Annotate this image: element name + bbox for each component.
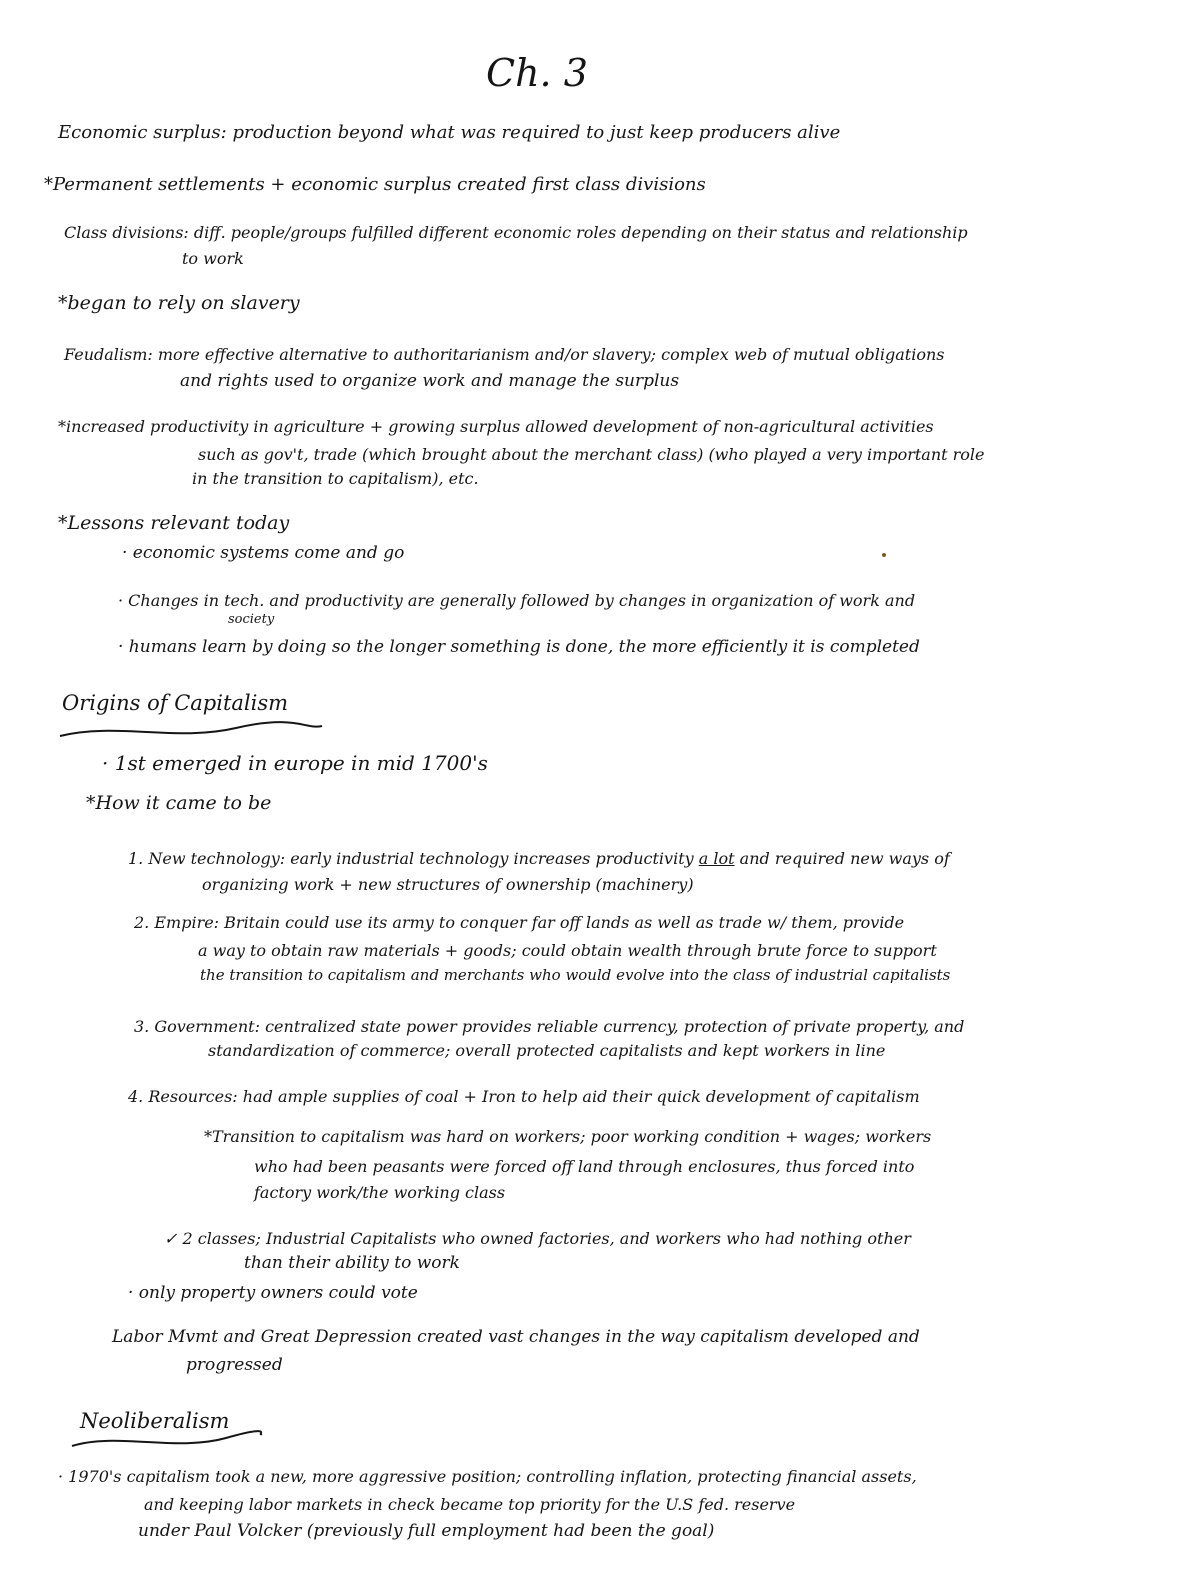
note-line: to work [182,249,244,268]
note-line: · only property owners could vote [128,1283,418,1303]
section-heading-origins: Origins of Capitalism [62,691,289,715]
note-line: Economic surplus: production beyond what was required to just keep producers alive [58,122,841,143]
note-line: · humans learn by doing so the longer something is done, the more efficiently it is completed [118,637,920,657]
note-line: *Lessons relevant today [58,512,290,534]
note-line: *began to rely on slavery [58,292,300,314]
note-line: in the transition to capitalism), etc. [192,469,479,488]
note-text: and required new ways of [739,849,950,868]
note-line: progressed [186,1355,283,1375]
note-line: 4. Resources: had ample supplies of coal + Iron to help aid their quick development of capitalism [128,1087,920,1106]
note-line: who had been peasants were forced off land through enclosures, thus forced into [254,1157,915,1176]
note-line: Feudalism: more effective alternative to authoritarianism and/or slavery; complex web of mutual obligations [64,345,945,364]
note-line: a way to obtain raw materials + goods; could obtain wealth through brute force to support [198,941,937,960]
note-line: Class divisions: diff. people/groups fulfilled different economic roles depending on their status and relationship [64,223,968,242]
note-line: Labor Mvmt and Great Depression created vast changes in the way capitalism developed and [112,1327,920,1347]
note-line: · 1st emerged in europe in mid 1700's [102,751,488,775]
note-emphasis: a lot [698,849,735,868]
note-line: ✓ 2 classes; Industrial Capitalists who owned factories, and workers who had nothing other [164,1229,911,1248]
note-line: under Paul Volcker (previously full employment had been the goal) [138,1521,715,1541]
note-line: · Changes in tech. and productivity are generally followed by changes in organization of work and [118,591,916,610]
note-line: *Transition to capitalism was hard on workers; poor working condition + wages; workers [204,1127,932,1146]
note-line: · economic systems come and go [122,543,405,563]
note-line: and rights used to organize work and manage the surplus [180,371,680,391]
note-line: factory work/the working class [254,1183,506,1202]
page-title: Ch. 3 [486,51,588,95]
note-line: *How it came to be [86,792,272,814]
section-heading-neoliberalism: Neoliberalism [80,1409,230,1433]
note-line: *increased productivity in agriculture + growing surplus allowed development of non-agricultural activities [58,417,934,436]
note-line: such as gov't, trade (which brought about the merchant class) (who played a very important role [198,445,985,464]
note-line [128,848,950,870]
note-line: the transition to capitalism and merchants who would evolve into the class of industrial capitalists [200,966,951,984]
note-text: 1. New technology: early industrial technology increases productivity [128,849,694,868]
ink-dot [882,553,886,557]
note-line: 2. Empire: Britain could use its army to conquer far off lands as well as trade w/ them, provide [134,913,905,932]
note-line: 3. Government: centralized state power provides reliable currency, protection of private property, and [134,1017,965,1036]
note-line: *Permanent settlements + economic surplus created first class divisions [44,174,706,195]
note-line: organizing work + new structures of ownership (machinery) [202,875,694,894]
title-decoration [480,46,580,106]
note-line: than their ability to work [244,1253,460,1273]
heading-underline [66,1424,266,1454]
heading-underline [56,712,326,742]
note-line: · 1970's capitalism took a new, more aggressive position; controlling inflation, protecting financial assets, [58,1467,917,1486]
note-line: standardization of commerce; overall protected capitalists and kept workers in line [208,1041,886,1060]
note-line: society [228,612,275,627]
note-line: and keeping labor markets in check became top priority for the U.S fed. reserve [144,1495,796,1514]
